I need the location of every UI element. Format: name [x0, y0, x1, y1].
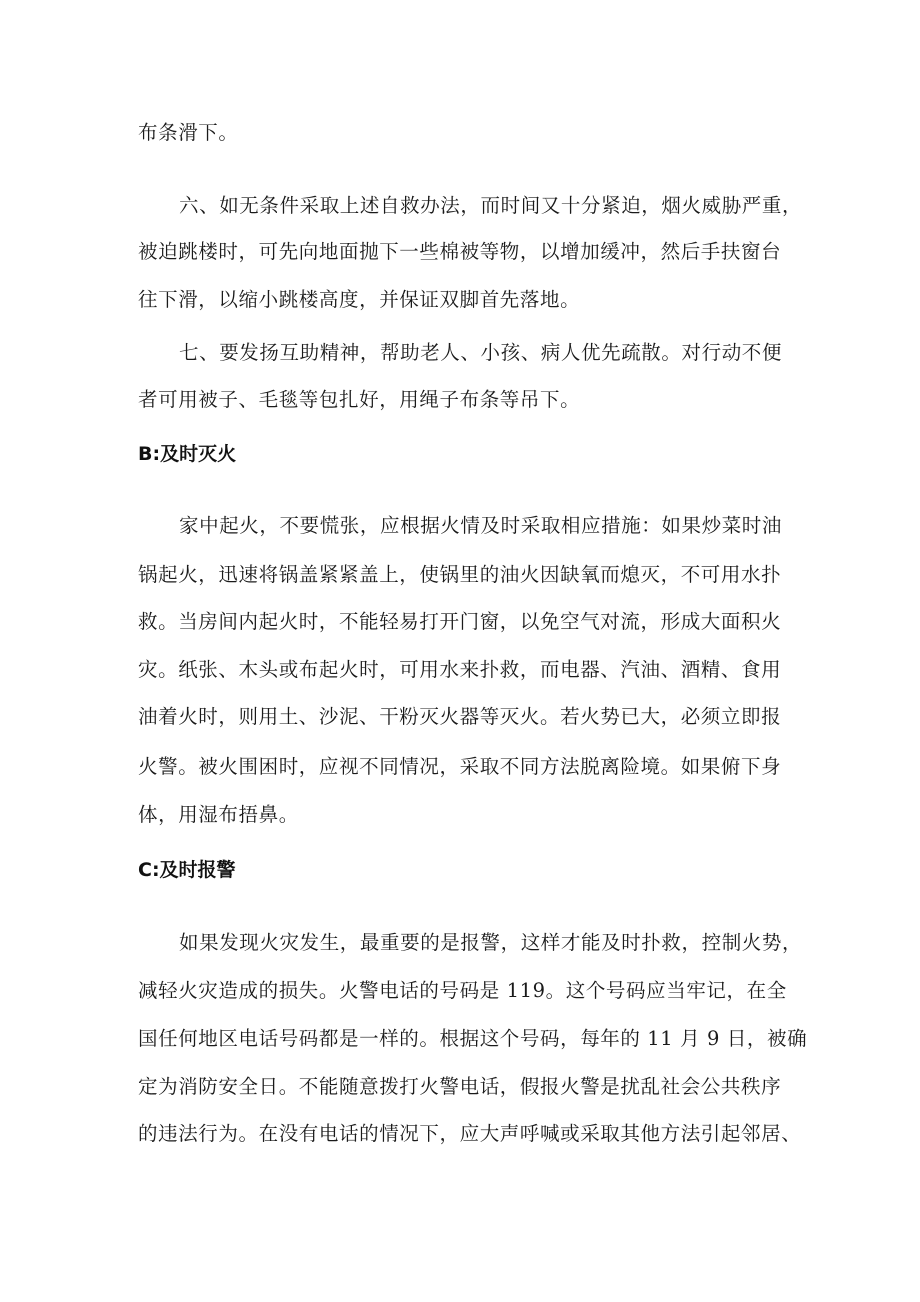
paragraph-seven-line: 者可用被子、毛毯等包扎好，用绳子布条等吊下。 [138, 388, 581, 411]
paragraph-seven-line: 七、要发扬互助精神，帮助老人、小孩、病人优先疏散。对行动不便 [179, 341, 783, 364]
section-c-line: 如果发现火灾发生，最重要的是报警，这样才能及时扑救，控制火势， [179, 931, 803, 954]
section-c-line: 的违法行为。在没有电话的情况下，应大声呼喊或采取其他方法引起邻居、 [138, 1122, 802, 1145]
paragraph-six-line: 被迫跳楼时，可先向地面抛下一些棉被等物，以增加缓冲，然后手扶窗台 [138, 240, 782, 263]
section-b-line: 救。当房间内起火时，不能轻易打开门窗，以免空气对流，形成大面积火 [138, 610, 782, 633]
section-b-line: 火警。被火围困时，应视不同情况，采取不同方法脱离险境。如果俯下身 [138, 755, 782, 778]
section-c-line: 国任何地区电话号码都是一样的。根据这个号码，每年的 11 月 9 日，被确 [138, 1027, 808, 1050]
section-b-line: 体，用湿布捂鼻。 [138, 803, 299, 826]
paragraph-six-line: 往下滑，以缩小跳楼高度，并保证双脚首先落地。 [138, 288, 581, 311]
section-b-line: 锅起火，迅速将锅盖紧紧盖上，使锅里的油火因缺氧而熄灭，不可用水扑 [138, 563, 782, 586]
section-c-line: 减轻火灾造成的损失。火警电话的号码是 119。这个号码应当牢记，在全 [138, 979, 787, 1002]
section-b-heading: B:及时灭火 [138, 443, 237, 465]
section-b-line: 灾。纸张、木头或布起火时，可用水来扑救，而电器、汽油、酒精、食用 [138, 658, 782, 681]
paragraph-intro-line: 布条滑下。 [138, 121, 239, 144]
section-c-line: 定为消防安全日。不能随意拨打火警电话，假报火警是扰乱社会公共秩序 [138, 1075, 782, 1098]
section-b-line: 油着火时，则用土、沙泥、干粉灭火器等灭火。若火势已大，必须立即报 [138, 705, 782, 728]
section-b-line: 家中起火，不要慌张，应根据火情及时采取相应措施：如果炒菜时油 [179, 514, 783, 537]
section-c-heading: C:及时报警 [138, 859, 236, 881]
paragraph-six-line: 六、如无条件采取上述自救办法，而时间又十分紧迫，烟火威胁严重， [179, 194, 803, 217]
